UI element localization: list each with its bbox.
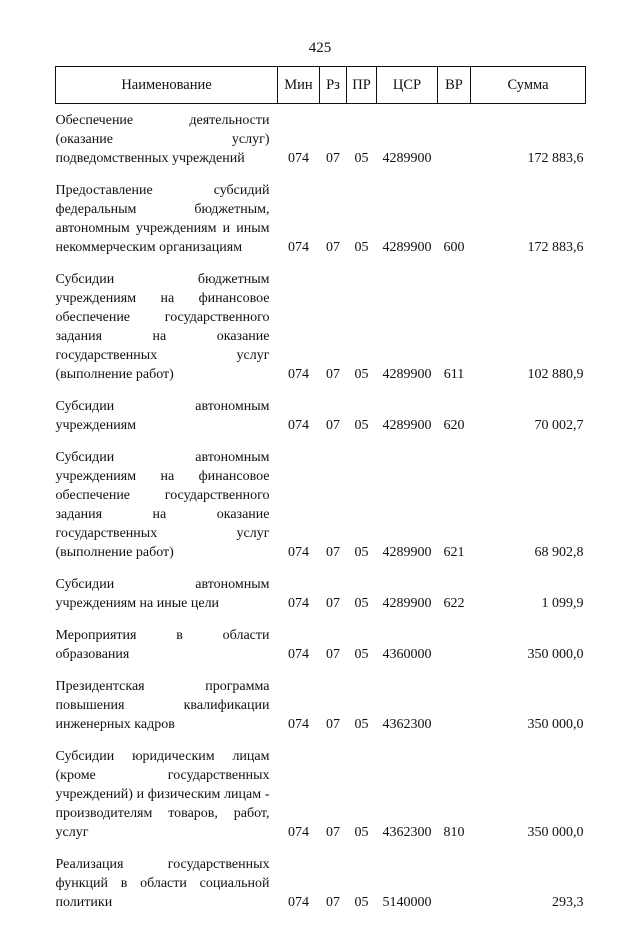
row-name: Субсидии юридическим лицам (кроме государственных учреждений) и физическим лицам - производителям товаров, работ, услуг [55, 749, 270, 840]
row-vr [438, 626, 471, 677]
row-rz: 07 [326, 151, 340, 166]
table-row [56, 855, 586, 925]
page-number: 425 [308, 40, 332, 56]
row-min: 074 [288, 418, 309, 433]
row-csr: 4362300 [382, 717, 432, 732]
row-pr: 05 [354, 596, 369, 611]
row-sum: 1 099,9 [541, 596, 584, 611]
row-sum: 350 000,0 [527, 825, 584, 840]
budget-table [55, 66, 586, 925]
row-min: 074 [288, 545, 309, 560]
header-csr: ЦСР [377, 67, 438, 104]
row-rz: 07 [326, 647, 340, 662]
row-min: 074 [288, 825, 309, 840]
row-sum: 293,3 [552, 895, 584, 910]
row-sum: 70 002,7 [534, 418, 584, 433]
row-csr: 4289900 [382, 151, 432, 166]
row-rz: 07 [326, 367, 340, 382]
row-pr: 05 [354, 717, 369, 732]
header-name: Наименование [56, 67, 278, 104]
row-csr: 4289900 [382, 545, 432, 560]
row-rz: 07 [326, 545, 340, 560]
row-vr: 622 [443, 596, 465, 611]
row-pr: 05 [354, 545, 369, 560]
row-csr: 4360000 [382, 647, 432, 662]
table-row [56, 575, 586, 626]
row-rz: 07 [326, 418, 340, 433]
row-sum: 102 880,9 [527, 367, 584, 382]
row-pr: 05 [354, 240, 369, 255]
row-sum: 172 883,6 [527, 240, 584, 255]
row-name: Предоставление субсидий федеральным бюджетным, автономным учреждениям и иным некоммерческим организациям [55, 183, 270, 255]
row-csr: 4289900 [382, 596, 432, 611]
table-row [56, 448, 586, 575]
row-vr [438, 677, 471, 747]
row-name: Субсидии автономным учреждениям на иные цели [55, 577, 270, 611]
table-row [56, 104, 586, 182]
row-pr: 05 [354, 418, 369, 433]
row-min: 074 [288, 717, 309, 732]
row-csr: 4289900 [382, 418, 432, 433]
row-pr: 05 [354, 895, 369, 910]
row-vr [438, 855, 471, 925]
row-vr [438, 104, 471, 182]
row-csr: 5140000 [382, 895, 432, 910]
row-name: Субсидии автономным учреждениям [55, 399, 270, 433]
table-row [56, 677, 586, 747]
header-rz: Рз [320, 67, 347, 104]
table-row [56, 270, 586, 397]
table-row [56, 626, 586, 677]
row-name: Реализация государственных функций в области социальной политики [55, 857, 270, 910]
header-sum: Сумма [471, 67, 586, 104]
row-sum: 68 902,8 [534, 545, 584, 560]
row-name: Обеспечение деятельности (оказание услуг) подведомственных учреждений [55, 113, 270, 166]
row-min: 074 [288, 647, 309, 662]
row-rz: 07 [326, 240, 340, 255]
table-row [56, 181, 586, 270]
row-min: 074 [288, 151, 309, 166]
row-vr: 600 [443, 240, 465, 255]
row-csr: 4289900 [382, 240, 432, 255]
row-min: 074 [288, 895, 309, 910]
row-name: Субсидии автономным учреждениям на финансовое обеспечение государственного задания на оказание государственных услуг (выполнение работ) [55, 450, 270, 560]
row-vr: 620 [443, 418, 465, 433]
row-vr: 621 [443, 545, 465, 560]
row-sum: 350 000,0 [527, 647, 584, 662]
row-sum: 172 883,6 [527, 151, 584, 166]
row-min: 074 [288, 596, 309, 611]
row-pr: 05 [354, 367, 369, 382]
row-csr: 4362300 [382, 825, 432, 840]
row-pr: 05 [354, 825, 369, 840]
header-vr: ВР [438, 67, 471, 104]
row-min: 074 [288, 367, 309, 382]
row-rz: 07 [326, 895, 340, 910]
row-vr: 810 [443, 825, 465, 840]
table-row [56, 397, 586, 448]
row-name: Президентская программа повышения квалификации инженерных кадров [55, 679, 270, 732]
table-header [56, 67, 586, 104]
header-min: Мин [278, 67, 320, 104]
row-sum: 350 000,0 [527, 717, 584, 732]
row-name: Мероприятия в области образования [55, 628, 270, 662]
row-pr: 05 [354, 647, 369, 662]
header-pr: ПР [347, 67, 377, 104]
row-vr: 611 [443, 367, 465, 382]
table-row [56, 747, 586, 855]
row-csr: 4289900 [382, 367, 432, 382]
row-min: 074 [288, 240, 309, 255]
row-rz: 07 [326, 717, 340, 732]
row-pr: 05 [354, 151, 369, 166]
row-rz: 07 [326, 596, 340, 611]
row-name: Субсидии бюджетным учреждениям на финансовое обеспечение государственного задания на оказание государственных услуг (выполнение работ) [55, 272, 270, 382]
row-rz: 07 [326, 825, 340, 840]
